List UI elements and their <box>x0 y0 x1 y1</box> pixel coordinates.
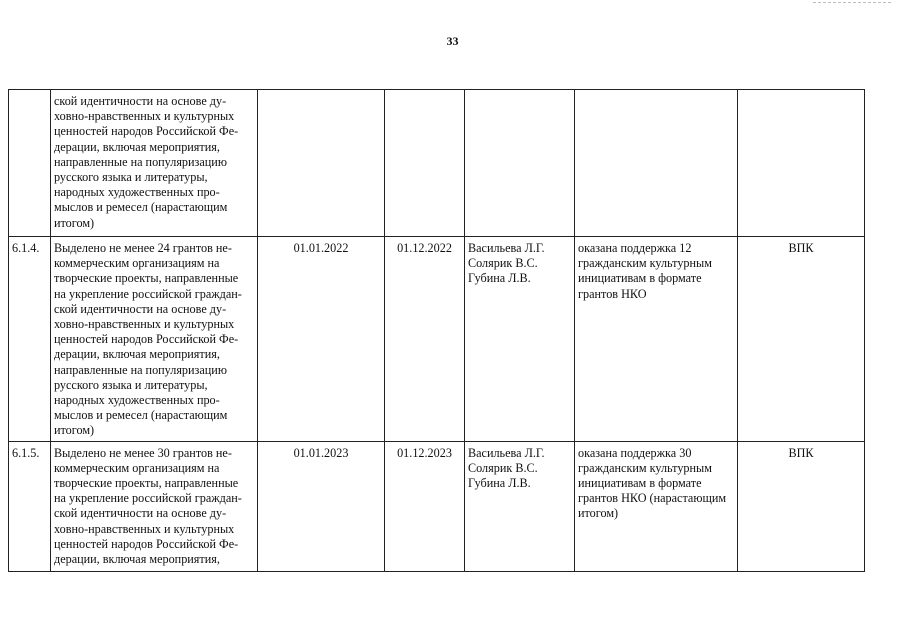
start-date-cell: 01.01.2022 <box>258 237 385 442</box>
end-date-cell: 01.12.2022 <box>385 237 465 442</box>
start-date-cell: 01.01.2023 <box>258 441 385 571</box>
event-description-cell: Выделено не менее 24 грантов не- коммерческим организациям на творческие проекты, направленные на укрепление российской граждан- ской идентичности на основе ду- ховно-нравственных и культурных ценностей народов Российской Фе- дерации, включая мероприятия, направленные на популяризацию русского языка и литературы, народных художественных про- мыслов и ремесел (нарастающим итогом) <box>51 237 258 442</box>
row-number-cell <box>9 90 51 237</box>
responsible-cell <box>465 90 575 237</box>
event-description-cell: ской идентичности на основе ду- ховно-нравственных и культурных ценностей народов Российской Фе- дерации, включая мероприятия, направленные на популяризацию русского языка и литературы, народных художественных про- мыслов и ремесел (нарастающим итогом) <box>51 90 258 237</box>
end-date-cell <box>385 90 465 237</box>
row-number-cell: 6.1.5. <box>9 441 51 571</box>
start-date-cell <box>258 90 385 237</box>
page-number: 33 <box>446 34 459 48</box>
result-cell <box>575 90 738 237</box>
result-cell: оказана поддержка 30 гражданским культурным инициативам в формате грантов НКО (нарастающим итогом) <box>575 441 738 571</box>
table-row <box>9 441 865 571</box>
plan-table <box>8 89 865 572</box>
responsible-cell: Васильева Л.Г. Солярик В.С. Губина Л.В. <box>465 237 575 442</box>
event-description-cell: Выделено не менее 30 грантов не- коммерческим организациям на творческие проекты, направленные на укрепление российской граждан- ской идентичности на основе ду- ховно-нравственных и культурных ценностей народов Российской Фе- дерации, включая мероприятия, <box>51 441 258 571</box>
table-row <box>9 90 865 237</box>
category-code-cell: ВПК <box>738 441 865 571</box>
category-code-cell <box>738 90 865 237</box>
end-date-cell: 01.12.2023 <box>385 441 465 571</box>
row-number-cell: 6.1.4. <box>9 237 51 442</box>
scan-corner-mark <box>813 2 891 5</box>
responsible-cell: Васильева Л.Г. Солярик В.С. Губина Л.В. <box>465 441 575 571</box>
table-row <box>9 237 865 442</box>
category-code-cell: ВПК <box>738 237 865 442</box>
result-cell: оказана поддержка 12 гражданским культурным инициативам в формате грантов НКО <box>575 237 738 442</box>
